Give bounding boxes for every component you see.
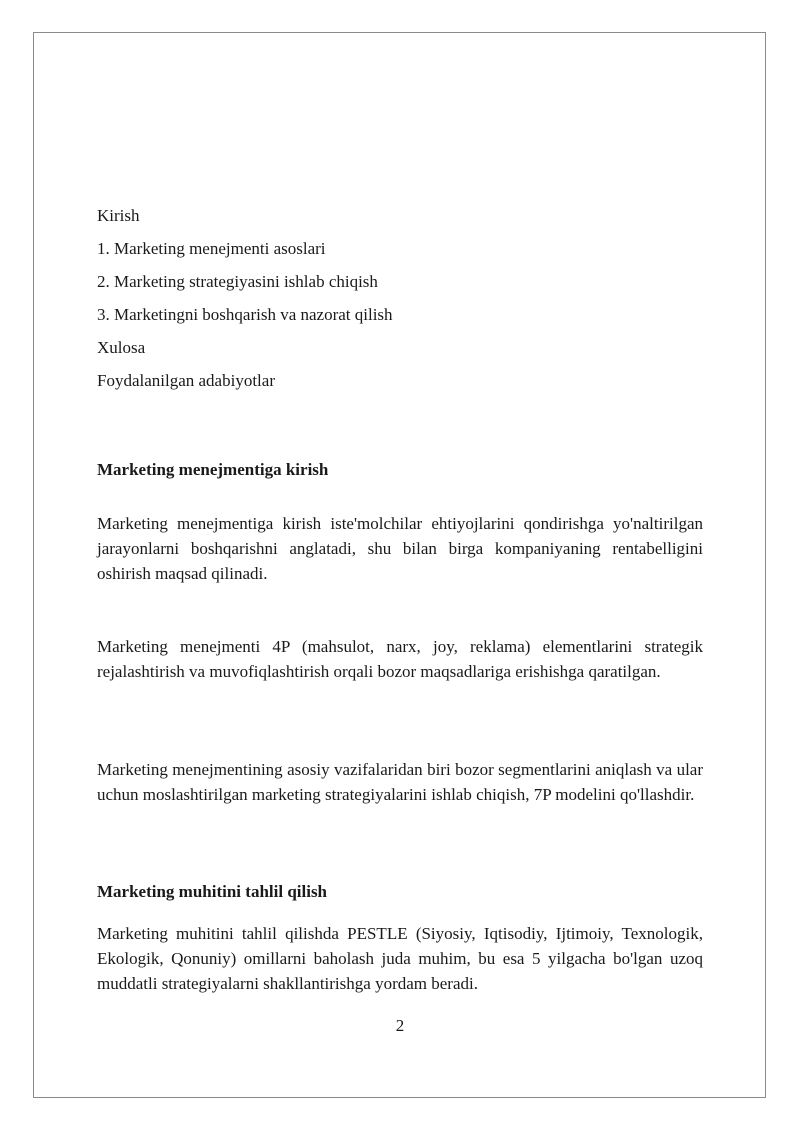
toc-item-chapter-2: 2. Marketing strategiyasini ishlab chiqish	[97, 272, 378, 291]
paragraph: Marketing menejmentiga kirish iste'molchilar ehtiyojlarini qondirishga yo'naltirilgan jarayonlarni boshqarishni anglatadi, shu bilan birga kompaniyaning rentabelligini oshirish maqsad qilinadi.	[97, 514, 703, 583]
toc-item-introduction: Kirish	[97, 206, 140, 225]
paragraph: Marketing muhitini tahlil qilishda PESTLE (Siyosiy, Iqtisodiy, Ijtimoiy, Texnologik, Ekologik, Qonuniy) omillarni baholash juda muhim, bu esa 5 yilgacha bo'lgan uzoq muddatli strategiyalarni shakllantirishga yordam beradi.	[97, 924, 703, 993]
section-heading-intro: Marketing menejmentiga kirish	[97, 460, 329, 479]
paragraph: Marketing menejmenti 4P (mahsulot, narx, joy, reklama) elementlarini strategik rejalashtirish va muvofiqlashtirish orqali bozor maqsadlariga erishishga qaratilgan.	[97, 637, 703, 681]
paragraph: Marketing menejmentining asosiy vazifalaridan biri bozor segmentlarini aniqlash va ular uchun moslashtirilgan marketing strategiyalarini ishlab chiqish, 7P modelini qo'llashdir.	[97, 760, 703, 804]
toc-item-references: Foydalanilgan adabiyotlar	[97, 371, 275, 390]
toc-item-chapter-1: 1. Marketing menejmenti asoslari	[97, 239, 326, 258]
toc-item-chapter-3: 3. Marketingni boshqarish va nazorat qilish	[97, 305, 393, 324]
toc-item-conclusion: Xulosa	[97, 338, 146, 357]
page-number: 2	[395, 1016, 405, 1035]
section-heading-environment: Marketing muhitini tahlil qilish	[97, 882, 328, 901]
table-of-contents	[97, 199, 703, 397]
